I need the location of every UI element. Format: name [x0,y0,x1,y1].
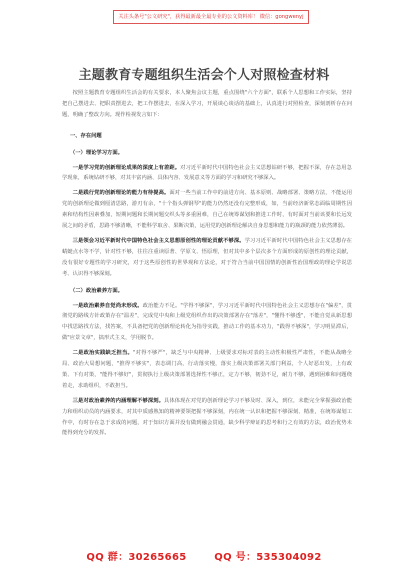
paragraph-5-lead: 二是政治实践缺乏担当。 [72,350,133,357]
top-banner: 关注头条号"公文研究"，获得最新最全最专业的公文资料库！ 微信：gongwenyj [113,10,309,24]
paragraph-1-lead: 一是学习党的创新理论成果的深度上有差距。 [72,164,181,171]
paragraph-5-text: "对得不够严"，缺乏与中央精神、上级要求对标对表的主动性积极性严肃性，不能从战略全局、政治大局想问题，"推得不够实"，表态调门高，行动落实慢，落实上级决策部署关部门利益，个人好恶出发，上有政策、下有对策，"能得不够好"，贯彻执行上级决策部署选择性不够正，定力不够，韧劲不足，耐力不够，遇到困难和问题绕着走，求助组织，不敢担当。 [62,350,352,389]
paragraph-6 [62,396,352,440]
document-body [62,88,352,439]
paragraph-4-text: 政治能力不足。"学得不够深"，学习习近平新时代中国特色社会主义思想存在"偏差"，贯彻党的路线方针政策存在"温差"，完成党中央和上级党组织作出的决策部署存在"落差"，"懂得不够透"，不能自觉从新思想中找思路找方法，找答案，不具备把党的创新理论转化为指导实践，推动工作的基本功力，"践得不够深"，学习明显滞后，做"应景文章"，搞形式主义，学用脱节。 [62,302,352,342]
paragraph-3-text: 学习习近平新时代中国特色社会主义思想存在蜻蜓点水等不学，针对性不够，往往注重读原著、学原文、悟原理，但对其中多个层次多个方面形成的原创性的理论贡献，没有很好专题性的学习研究，对于这些原创性的世界观和方法论，对于符合当前中国国情的创新性治国理政的理论学说思考、认识得不够深刻。 [62,237,352,277]
paragraph-6-lead: 三是对政治素养的内涵理解不够深刻。 [72,397,164,404]
footer-qq-number: QQ 号：535304092 [214,552,322,563]
footer-qq-group: QQ 群：30265665 [86,552,187,563]
paragraph-5 [62,348,352,392]
paragraph-3 [62,236,352,280]
paragraph-1-text: 对习近平新时代中国特色社会主义思想钻研不够，把握不深，存在急用急学现象，系统钻研不够，对其丰富内涵、具体内容、发展意义等方面的学习和研究不够深入。 [62,164,352,182]
subsection-heading: （二）政治素养方面。 [69,287,123,294]
section-heading: 一、存在问题 [69,132,102,139]
intro-paragraph: 按照主题教育专题组织生活会的有关要求，本人聚焦会议主题，重点围绕"六个方面"，联系个人思想和工作实际，坚持把自己摆进去、把职责摆进去，把工作摆进去，在深入学习，开展谈心谈话的基础上，认真进行对照检查，深刻剖析存在问题，明确了整改方向。现作检视发言如下： [62,90,352,118]
paragraph-3-lead: 三是领会习近平新时代中国特色社会主义思想原创性的理论贡献不够深。 [72,237,245,244]
paragraph-2 [62,188,352,232]
subsection-heading: （一）理论学习方面。 [69,149,123,156]
paragraph-6-text: 具体体现在对党的创新理论学习不够及时、深入，到位，未能完全掌握强政治能力和组织动员的内涵要求，对其中质感熟知的精神要领把握不够深刻，内在统一认识和把握不够深刻、精准，在统筹谋划工作中，有时存在急于求成的问题，对于知识方面并没有做到融会贯通，缺少科学辩证的思考和行之有效的方法，政治优势未能得到充分的发挥。 [62,397,352,437]
paragraph-2-lead: 二是践行党的创新理论的能力有待提高。 [72,190,170,197]
document-title: 主题教育专题组织生活会个人对照检查材料 [78,68,330,83]
footer-contact [0,548,408,563]
paragraph-4 [62,301,352,345]
paragraph-1 [62,163,352,185]
paragraph-4-lead: 一是政治素养自觉尚未形成。 [72,302,143,309]
paragraph-2-text: 面对一些当前工作中的前进方向、基本原则、战略部署、策略方法，不能运用党的创新理论做到厘清思路，游刃有余，"十个指头弹钢琴"的能力仍然还没有完整形成，如，当前经济新常态面临周期性因素和结构性因素叠加，短期问题和长期问题交织头等多重困难，自己在统筹谋划和推进工作时，有时面对当前该要和长远发展之间的矛盾，思路不够清晰，不能科学取舍、果断决策，运用党的创新理论解决自身思想和能力的瓶颈的能力依然薄弱。 [62,190,352,230]
